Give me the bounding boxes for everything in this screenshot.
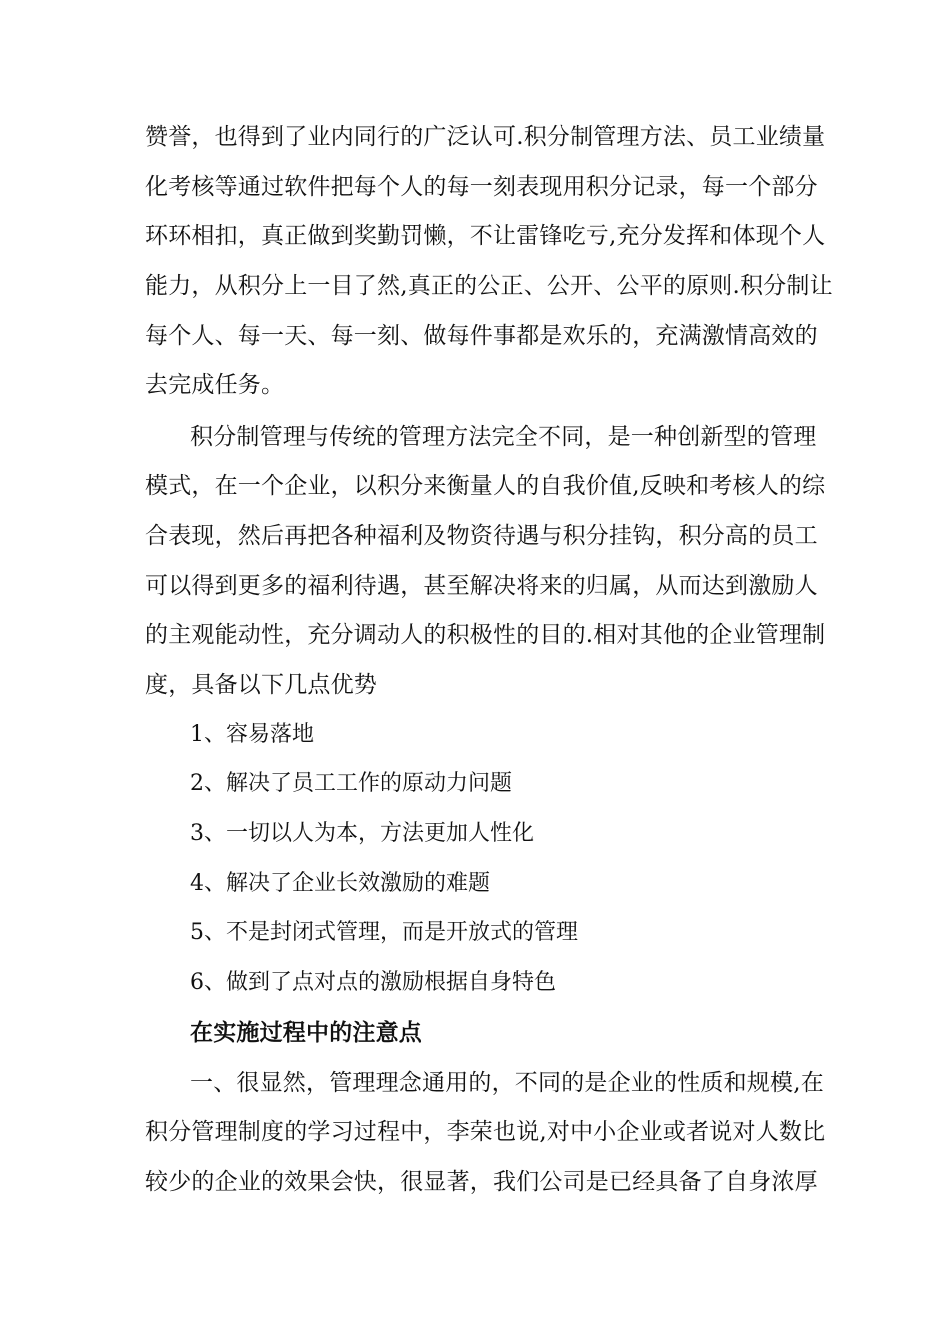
paragraph-line: 一、很显然，管理理念通用的，不同的是企业的性质和规模,在: [190, 1070, 824, 1096]
paragraph-line: 积分管理制度的学习过程中，李荣也说,对中小企业或者说对人数比: [145, 1119, 826, 1145]
paragraph-line: 能力，从积分上一目了然,真正的公正、公开、公平的原则.积分制让: [145, 273, 833, 299]
paragraph-line: 合表现，然后再把各种福利及物资待遇与积分挂钩，积分高的员工: [145, 523, 818, 549]
paragraph-line: 度，具备以下几点优势: [145, 672, 377, 698]
list-item: 4、解决了企业长效激励的难题: [190, 871, 490, 896]
paragraph-line: 的主观能动性，充分调动人的积极性的目的.相对其他的企业管理制: [145, 622, 826, 648]
paragraph-line: 可以得到更多的福利待遇，甚至解决将来的归属，从而达到激励人: [145, 573, 818, 599]
paragraph-line: 去完成任务。: [145, 372, 285, 398]
paragraph-line: 化考核等通过软件把每个人的每一刻表现用积分记录，每一个部分: [145, 174, 818, 200]
list-item: 5、不是封闭式管理，而是开放式的管理: [190, 920, 578, 945]
paragraph-line: 赞誉，也得到了业内同行的广泛认可.积分制管理方法、员工业绩量: [145, 124, 826, 150]
list-item: 2、解决了员工工作的原动力问题: [190, 771, 512, 796]
paragraph-line: 模式，在一个企业，以积分来衡量人的自我价值,反映和考核人的综: [145, 473, 826, 499]
list-item: 6、做到了点对点的激励根据自身特色: [190, 970, 556, 995]
paragraph-line: 环环相扣，真正做到奖勤罚懒，不让雷锋吃亏,充分发挥和体现个人: [145, 223, 826, 249]
paragraph-line: 较少的企业的效果会快，很显著，我们公司是已经具备了自身浓厚: [145, 1169, 818, 1195]
section-heading: 在实施过程中的注意点: [190, 1019, 422, 1046]
paragraph-line: 积分制管理与传统的管理方法完全不同，是一种创新型的管理: [190, 424, 817, 450]
paragraph-line: 每个人、每一天、每一刻、做每件事都是欢乐的，充满激情高效的: [145, 323, 818, 349]
list-item: 1、容易落地: [190, 722, 314, 747]
list-item: 3、一切以人为本，方法更加人性化: [190, 821, 534, 846]
